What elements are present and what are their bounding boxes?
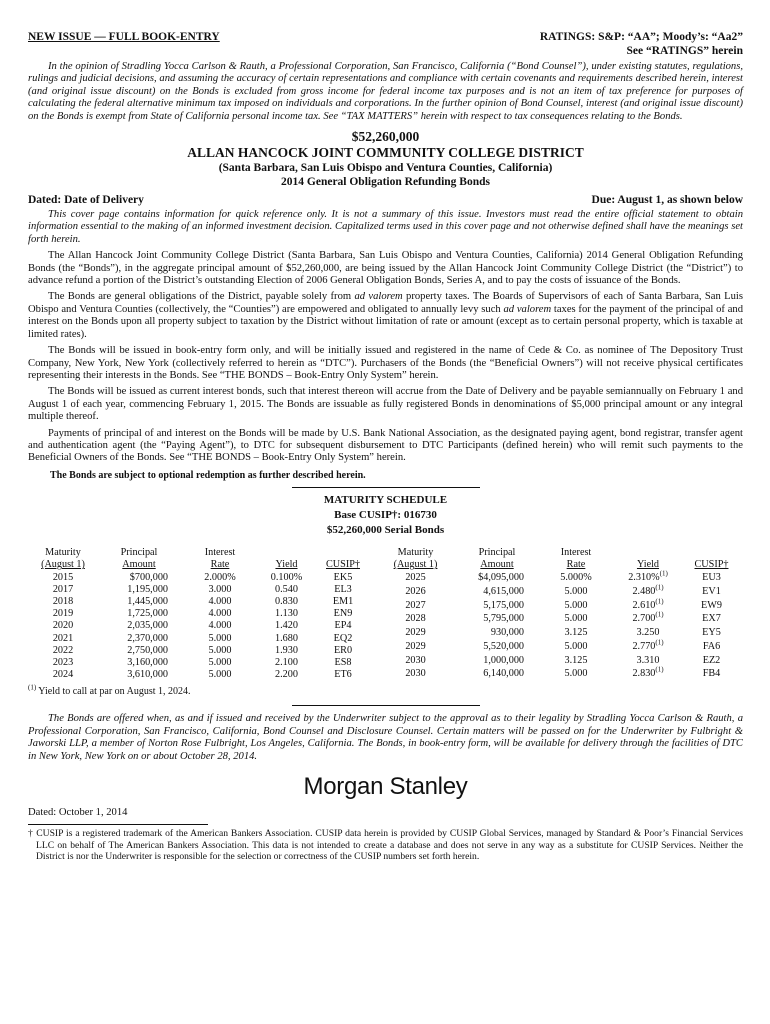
cell-yield: 0.540	[275, 583, 298, 595]
cell-rate: 5.000	[208, 644, 232, 656]
cell-cusip: ES8	[334, 656, 352, 668]
maturity-row	[28, 633, 373, 645]
cover-note: This cover page contains information for quick reference only. It is not a summary of this issue. Investors must read the entire official statement to obtain information essential to the making of an informed investment decision. Capitalized terms used in this cover page and not otherwise defined shall have the meanings set forth herein.	[28, 209, 743, 245]
cell-amount: 3,610,000	[127, 669, 168, 681]
cell-cusip: EQ2	[333, 632, 353, 644]
maturity-table-right	[373, 547, 743, 681]
col-maturity-sub: (August 1)	[41, 559, 85, 571]
maturity-row	[28, 657, 373, 669]
cell-cusip: EW9	[701, 599, 722, 611]
cell-year: 2024	[52, 669, 74, 681]
cell-amount: 1,445,000	[127, 595, 168, 607]
cell-amount: 1,725,000	[127, 608, 168, 620]
cell-rate: 3.125	[564, 654, 588, 666]
cell-yield: 0.100%	[270, 571, 303, 583]
cell-rate: 4.000	[208, 595, 232, 607]
cell-yield: 2.830$^{(1)}$	[632, 666, 664, 680]
maturity-tables	[28, 547, 743, 681]
cell-year: 2026	[405, 586, 426, 598]
cell-rate: 5.000%	[560, 572, 592, 584]
cell-amount: 3,160,000	[127, 656, 168, 668]
col-principal: Principal	[120, 547, 158, 559]
maturity-row	[373, 599, 743, 613]
maturity-row	[28, 596, 373, 608]
cell-cusip: EM1	[332, 595, 354, 607]
paragraph-book-entry: The Bonds will be issued in book-entry form only, and will be initially issued and registered in the name of Cede & Co. as nominee of The Depository Trust Company, New York, New York (collectively referred to herein as “DTC”). Purchasers of the Bonds (the “Beneficial Owners”) will not receive physical certificates representing their interests in the Bonds. See “THE BONDS – Book-Entry Only System” herein.	[28, 345, 743, 381]
cell-cusip: ET6	[334, 669, 352, 681]
cell-rate: 5.000	[564, 599, 588, 611]
cell-rate: 5.000	[564, 586, 588, 598]
cell-amount: 4,615,000	[483, 586, 524, 598]
cell-year: 2025	[405, 572, 426, 584]
cell-rate: 5.000	[208, 656, 232, 668]
cell-yield: 1.930	[275, 644, 298, 656]
cell-year: 2015	[52, 571, 74, 583]
cell-amount: 2,750,000	[127, 644, 168, 656]
maturity-row	[373, 626, 743, 640]
maturity-row	[28, 620, 373, 632]
cover-page	[28, 30, 743, 863]
cell-amount: 5,795,000	[483, 613, 524, 625]
cell-cusip: EN9	[333, 608, 353, 620]
cell-amount: 1,195,000	[127, 583, 168, 595]
cell-amount: 2,035,000	[127, 620, 168, 632]
col-interest-sub: Rate	[210, 559, 230, 571]
cell-yield: 3.310	[636, 654, 660, 666]
cell-year: 2020	[52, 620, 74, 632]
cell-year: 2028	[405, 613, 426, 625]
cell-year: 2027	[405, 599, 426, 611]
cell-rate: 5.000	[564, 668, 588, 680]
cell-yield: 2.480$^{(1)}$	[632, 583, 664, 598]
cell-rate: 2.000%	[204, 571, 236, 583]
paragraph-interest: The Bonds will be issued as current interest bonds, such that interest thereon will accrue from the Date of Delivery and be payable semiannually on February 1 and August 1 of each year, commencing February 1, 2015. The Bonds are issuable as fully registered Bonds in denominations of $5,000 principal amount or any integral multiple thereof.	[28, 386, 743, 423]
cell-yield: 2.200	[275, 669, 298, 681]
cell-yield: 2.100	[275, 656, 298, 668]
cell-rate: 5.000	[208, 669, 232, 681]
cell-amount: $4,095,000	[478, 572, 524, 584]
col-maturity-sub: (August 1)	[393, 559, 438, 571]
cell-year: 2023	[52, 656, 74, 668]
cell-yield: 1.680	[275, 632, 298, 644]
maturity-table-left	[28, 547, 373, 681]
col-principal-sub: Amount	[480, 559, 514, 571]
paragraph-purpose: The Allan Hancock Joint Community College District (Santa Barbara, San Luis Obispo and Ventura Counties, California) 2014 General Obligation Refunding Bonds (the “Bonds”), in the aggregate principal amount of $52,260,000, are being issued by the Allan Hancock Joint Community College District (the “District”) to advance refund a portion of the District’s outstanding Election of 2006 General Obligation Bonds, Series A, and to pay the costs of issuance of the Bonds.	[28, 250, 743, 287]
maturity-row	[28, 572, 373, 584]
maturity-row	[373, 654, 743, 668]
cell-yield: 1.130	[275, 608, 298, 620]
maturity-row	[373, 640, 743, 654]
bond-series: 2014 General Obligation Refunding Bonds	[281, 176, 490, 189]
cell-cusip: FA6	[702, 640, 721, 652]
col-yield: Yield	[636, 559, 660, 571]
divider	[292, 705, 480, 706]
cell-cusip: FB4	[702, 668, 721, 680]
cell-cusip: EK5	[333, 571, 353, 583]
tax-opinion: In the opinion of Stradling Yocca Carlson & Rauth, a Professional Corporation, San Francisco, California (“Bond Counsel”), under existing statutes, regulations, rulings and judicial decisions, and assuming the accuracy of certain representations and compliance with certain covenants and requirements described herein, interest (and original issue discount) on the Bonds is excluded from gross income for federal income tax purposes and is not an item of tax preference for purposes of calculating the federal alternative minimum tax imposed on individuals and corporations. In the further opinion of Bond Counsel, interest (and original issue discount) on the Bonds is exempt from State of California personal income tax. See “TAX MATTERS” herein with respect to tax consequences relating to the Bonds.	[28, 61, 743, 122]
maturity-schedule	[28, 493, 743, 697]
cell-cusip: ER0	[333, 644, 353, 656]
cell-year: 2018	[52, 595, 74, 607]
base-cusip: Base CUSIP†: 016730	[334, 509, 437, 522]
cell-cusip: EP4	[334, 620, 352, 632]
due-date: Due: August 1, as shown below	[591, 194, 743, 207]
paragraph-payments: Payments of principal of and interest on the Bonds will be made by U.S. Bank National Association, as the designated paying agent, bond registrar, transfer agent and authentication agent (the “Paying Agent”), to DTC for subsequent disbursement to DTC Participants (defined herein) who will remit such payments to the Beneficial Owners of the Bonds. See “THE BONDS – Book-Entry Only System” herein.	[28, 427, 743, 464]
col-cusip: CUSIP†	[694, 559, 729, 571]
ratings-reference: See “RATINGS” herein	[626, 45, 743, 57]
cell-yield: 0.830	[275, 595, 298, 607]
col-cusip: CUSIP†	[326, 559, 360, 571]
cell-year: 2017	[52, 583, 74, 595]
dated-due-line	[28, 193, 743, 207]
col-principal: Principal	[478, 547, 516, 559]
maturity-title: MATURITY SCHEDULE	[323, 494, 448, 507]
serial-bonds-subtitle: $52,260,000 Serial Bonds	[326, 524, 445, 537]
maturity-row	[28, 645, 373, 657]
issuer-counties: (Santa Barbara, San Luis Obispo and Ventura Counties, California)	[218, 162, 553, 175]
maturity-row	[28, 584, 373, 596]
col-principal-sub: Amount	[122, 559, 156, 571]
maturity-row	[28, 608, 373, 620]
cell-year: 2021	[52, 632, 74, 644]
col-maturity: Maturity	[397, 547, 434, 559]
offering-paragraph: The Bonds are offered when, as and if issued and received by the Underwriter subject to the approval as to their legality by Stradling Yocca Carlson & Rauth, a Professional Corporation, San Francisco, California, Bond Counsel and Disclosure Counsel. Certain matters will be passed on for the Underwriter by Fulbright & Jaworski LLP, a member of Norton Rose Fulbright, Los Angeles, California. The Bonds, in book-entry form, will be available for delivery through the facilities of DTC in New York, New York on or about October 28, 2014.	[28, 713, 743, 762]
col-interest: Interest	[560, 547, 592, 559]
col-maturity: Maturity	[45, 547, 81, 559]
cell-amount: 1,000,000	[483, 654, 524, 666]
cell-cusip: EV1	[702, 586, 721, 598]
redemption-note: The Bonds are subject to optional redemption as further described herein.	[50, 469, 366, 481]
cell-rate: 5.000	[564, 640, 588, 652]
col-interest: Interest	[204, 547, 236, 559]
cell-year: 2019	[52, 608, 74, 620]
col-interest-sub: Rate	[566, 559, 586, 571]
issue-amount: $52,260,000	[351, 129, 420, 145]
dated-date: Dated: Date of Delivery	[28, 194, 144, 207]
cell-year: 2030	[405, 654, 426, 666]
yield-footnote: $^{(1)}$ Yield to call at par on August 1, 2024.	[28, 684, 191, 698]
ratings	[540, 30, 743, 58]
divider	[28, 824, 208, 825]
cell-amount: 5,520,000	[483, 640, 524, 652]
ratings-line: RATINGS: S&P: “AA”; Moody’s: “Aa2”	[539, 31, 743, 43]
cell-year: 2030	[405, 668, 426, 680]
cell-rate: 5.000	[208, 632, 232, 644]
cell-year: 2022	[52, 644, 74, 656]
cell-yield: 2.700$^{(1)}$	[632, 611, 664, 625]
paragraph-security: The Bonds are general obligations of the District, payable solely from ad valorem property taxes. The Boards of Supervisors of each of Santa Barbara, San Luis Obispo and Ventura Counties (collectively, the “Counties”) are empowered and obligated to annually levy such ad valorem taxes for the payment of the principal of and interest on the Bonds upon all property subject to taxation by the District without limitation of rate or amount (except as to certain personal property, which is taxable at limited rates).	[28, 291, 743, 340]
cell-cusip: EY5	[702, 627, 721, 639]
cell-rate: 5.000	[564, 613, 588, 625]
header	[28, 30, 743, 58]
cell-yield: 2.310%$^{(1)}$	[628, 569, 668, 584]
cell-yield: 2.610$^{(1)}$	[632, 597, 664, 611]
morgan-stanley-logo: Morgan Stanley	[303, 773, 468, 801]
maturity-row	[373, 585, 743, 599]
cell-year: 2029	[405, 627, 426, 639]
maturity-row	[373, 668, 743, 682]
cell-cusip: EZ2	[702, 654, 721, 666]
maturity-row	[373, 613, 743, 627]
divider	[292, 487, 480, 488]
cell-yield: 3.250	[636, 627, 660, 639]
cell-cusip: EL3	[334, 583, 352, 595]
cell-amount: 2,370,000	[127, 632, 168, 644]
cell-amount: 930,000	[490, 627, 524, 639]
cell-yield: 2.770$^{(1)}$	[632, 638, 664, 652]
cell-yield: 1.420	[275, 620, 298, 632]
cell-amount: $700,000	[129, 571, 168, 583]
cell-year: 2029	[405, 640, 426, 652]
cell-rate: 4.000	[208, 620, 232, 632]
cusip-footnote: † CUSIP is a registered trademark of the American Bankers Association. CUSIP data herein is provided by CUSIP Global Services, managed by Standard & Poor’s Financial Services LLC on behalf of The American Bankers Association. This data is not intended to create a database and does not serve in any way as a substitute for CUSIP Services. Neither the District is nor the Underwriter is responsible for the selection or correctness of the CUSIP numbers set forth herein.	[28, 828, 743, 863]
title-block	[28, 129, 743, 189]
cell-rate: 3.000	[208, 583, 232, 595]
cell-rate: 4.000	[208, 608, 232, 620]
maturity-row	[373, 572, 743, 586]
maturity-row	[28, 669, 373, 681]
official-statement-date: Dated: October 1, 2014	[28, 807, 128, 819]
cell-cusip: EU3	[702, 572, 721, 584]
cell-amount: 6,140,000	[483, 668, 524, 680]
cell-cusip: EX7	[702, 613, 721, 625]
issue-type: NEW ISSUE — FULL BOOK-ENTRY	[28, 31, 220, 43]
issuer-name: ALLAN HANCOCK JOINT COMMUNITY COLLEGE DISTRICT	[187, 145, 584, 161]
col-yield: Yield	[275, 559, 298, 571]
cell-rate: 3.125	[564, 627, 588, 639]
cell-amount: 5,175,000	[483, 599, 524, 611]
